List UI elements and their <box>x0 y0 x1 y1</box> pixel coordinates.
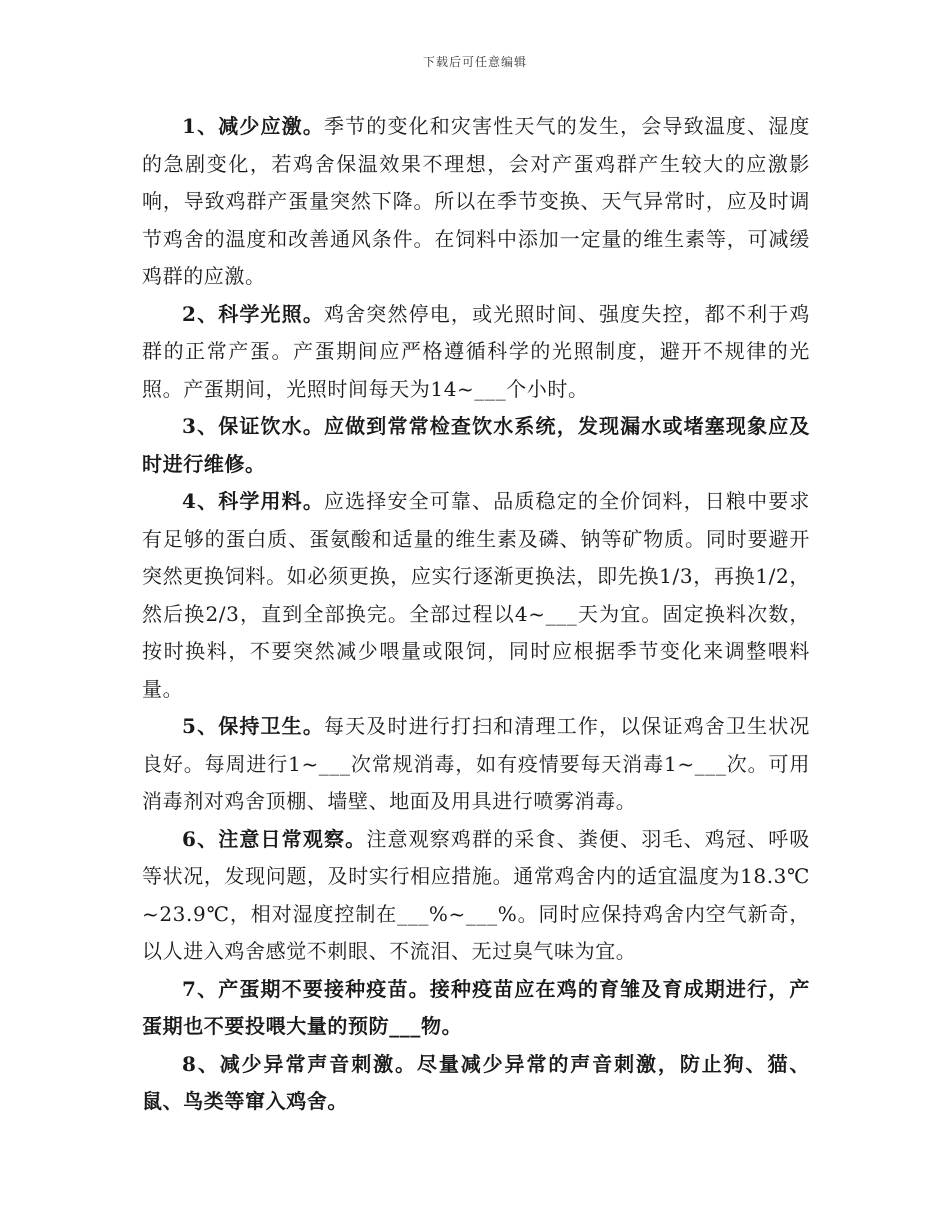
paragraph-text: 应选择安全可靠、品质稳定的全价饲料，日粮中要求有足够的蛋白质、蛋氨酸和适量的维生素及磷、钠等矿物质。同时要避开突然更换饲料。如必须更换，应实行逐渐更换法，即先换1/3，再换1/2，然后换2/3，直到全部换完。全部过程以4~___天为宜。固定换料次数，按时换料，不要突然减少喂量或限饲，同时应根据季节变化来调整喂料量。 <box>142 489 810 701</box>
paragraph-4 <box>142 483 810 708</box>
paragraph-7 <box>142 971 810 1046</box>
paragraph-heading: 7、产蛋期不要接种疫苗。 <box>182 976 430 1001</box>
page-header: 下载后可任意编辑 <box>422 55 527 69</box>
paragraph-heading: 3、保证饮水。 <box>182 414 324 438</box>
paragraph-heading: 6、注意日常观察。 <box>182 826 367 851</box>
paragraph-2 <box>142 296 810 409</box>
paragraph-text: 尽量减少异常的声音刺激，防止狗、猫、鼠、鸟类等窜入鸡舍。 <box>142 1051 810 1113</box>
paragraph-heading: 4、科学用料。 <box>182 489 324 513</box>
paragraph-1 <box>142 108 810 296</box>
paragraph-heading: 8、减少异常声音刺激。 <box>182 1051 417 1076</box>
paragraph-5 <box>142 708 810 821</box>
paragraph-heading: 5、保持卫生。 <box>182 714 324 738</box>
paragraph-text: 接种疫苗应在鸡的育雏及育成期进行，产蛋期也不要投喂大量的预防___物。 <box>142 976 810 1038</box>
paragraph-6 <box>142 821 810 971</box>
paragraph-text: 应做到常常检查饮水系统，发现漏水或堵塞现象应及时进行维修。 <box>142 414 810 476</box>
paragraph-heading: 1、减少应激。 <box>182 114 324 138</box>
paragraph-text: 每天及时进行打扫和清理工作，以保证鸡舍卫生状况良好。每周进行1~___次常规消毒，如有疫情要每天消毒1~___次。可用消毒剂对鸡舍顶棚、墙壁、地面及用具进行喷雾消毒。 <box>142 714 810 813</box>
paragraph-text: 鸡舍突然停电，或光照时间、强度失控，都不利于鸡群的正常产蛋。产蛋期间应严格遵循科学的光照制度，避开不规律的光照。产蛋期间，光照时间每天为14~___个小时。 <box>142 301 810 401</box>
paragraph-3 <box>142 408 810 483</box>
paragraph-heading: 2、科学光照。 <box>182 301 324 326</box>
paragraph-8 <box>142 1046 810 1121</box>
paragraph-text: 季节的变化和灾害性天气的发生，会导致温度、湿度的急剧变化，若鸡舍保温效果不理想，会对产蛋鸡群产生较大的应激影响，导致鸡群产蛋量突然下降。所以在季节变换、天气异常时，应及时调节鸡舍的温度和改善通风条件。在饲料中添加一定量的维生素等，可减缓鸡群的应激。 <box>142 114 810 288</box>
paragraph-text: 注意观察鸡群的采食、粪便、羽毛、鸡冠、呼吸等状况，发现问题，及时实行相应措施。通常鸡舍内的适宜温度为18.3℃~23.9℃，相对湿度控制在___%~___%。同时应保持鸡舍内空气新奇，以人进入鸡舍感觉不刺眼、不流泪、无过臭气味为宜。 <box>142 826 810 963</box>
document-body <box>142 108 810 1121</box>
